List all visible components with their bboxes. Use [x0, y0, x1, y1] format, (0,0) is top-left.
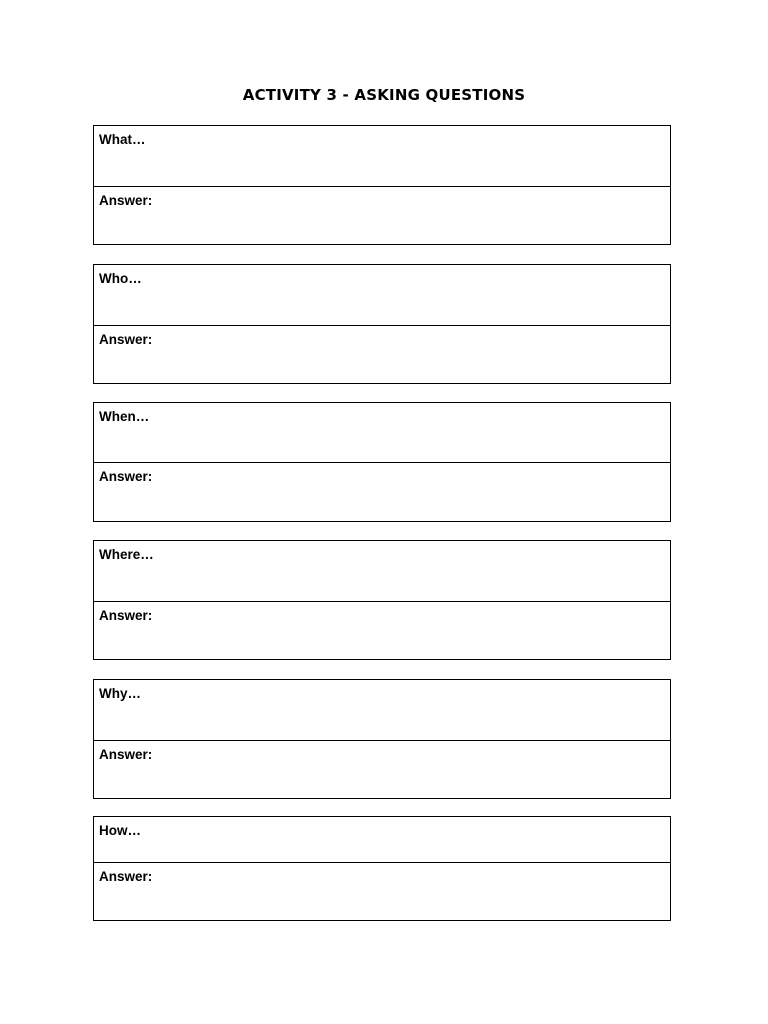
- answer-row[interactable]: [94, 862, 670, 920]
- question-box-when: [93, 402, 671, 522]
- question-box-why: [93, 679, 671, 799]
- question-box-where: [93, 540, 671, 660]
- question-label: How…: [99, 823, 141, 838]
- question-row[interactable]: [94, 541, 670, 601]
- answer-label: Answer:: [99, 869, 153, 884]
- question-row[interactable]: [94, 403, 670, 462]
- answer-row[interactable]: [94, 462, 670, 521]
- question-label: Why…: [99, 686, 141, 701]
- question-label: Who…: [99, 271, 142, 286]
- answer-row[interactable]: [94, 740, 670, 798]
- answer-row[interactable]: [94, 186, 670, 244]
- question-row[interactable]: [94, 817, 670, 862]
- question-row[interactable]: [94, 680, 670, 740]
- question-label: What…: [99, 132, 146, 147]
- answer-row[interactable]: [94, 325, 670, 383]
- question-label: Where…: [99, 547, 154, 562]
- answer-label: Answer:: [99, 469, 153, 484]
- answer-label: Answer:: [99, 608, 153, 623]
- answer-label: Answer:: [99, 747, 153, 762]
- question-box-who: [93, 264, 671, 384]
- question-box-what: [93, 125, 671, 245]
- question-row[interactable]: [94, 126, 670, 186]
- question-box-how: [93, 816, 671, 921]
- question-row[interactable]: [94, 265, 670, 325]
- answer-row[interactable]: [94, 601, 670, 659]
- answer-label: Answer:: [99, 332, 153, 347]
- page-title: ACTIVITY 3 - ASKING QUESTIONS: [242, 86, 526, 104]
- question-label: When…: [99, 409, 150, 424]
- answer-label: Answer:: [99, 193, 153, 208]
